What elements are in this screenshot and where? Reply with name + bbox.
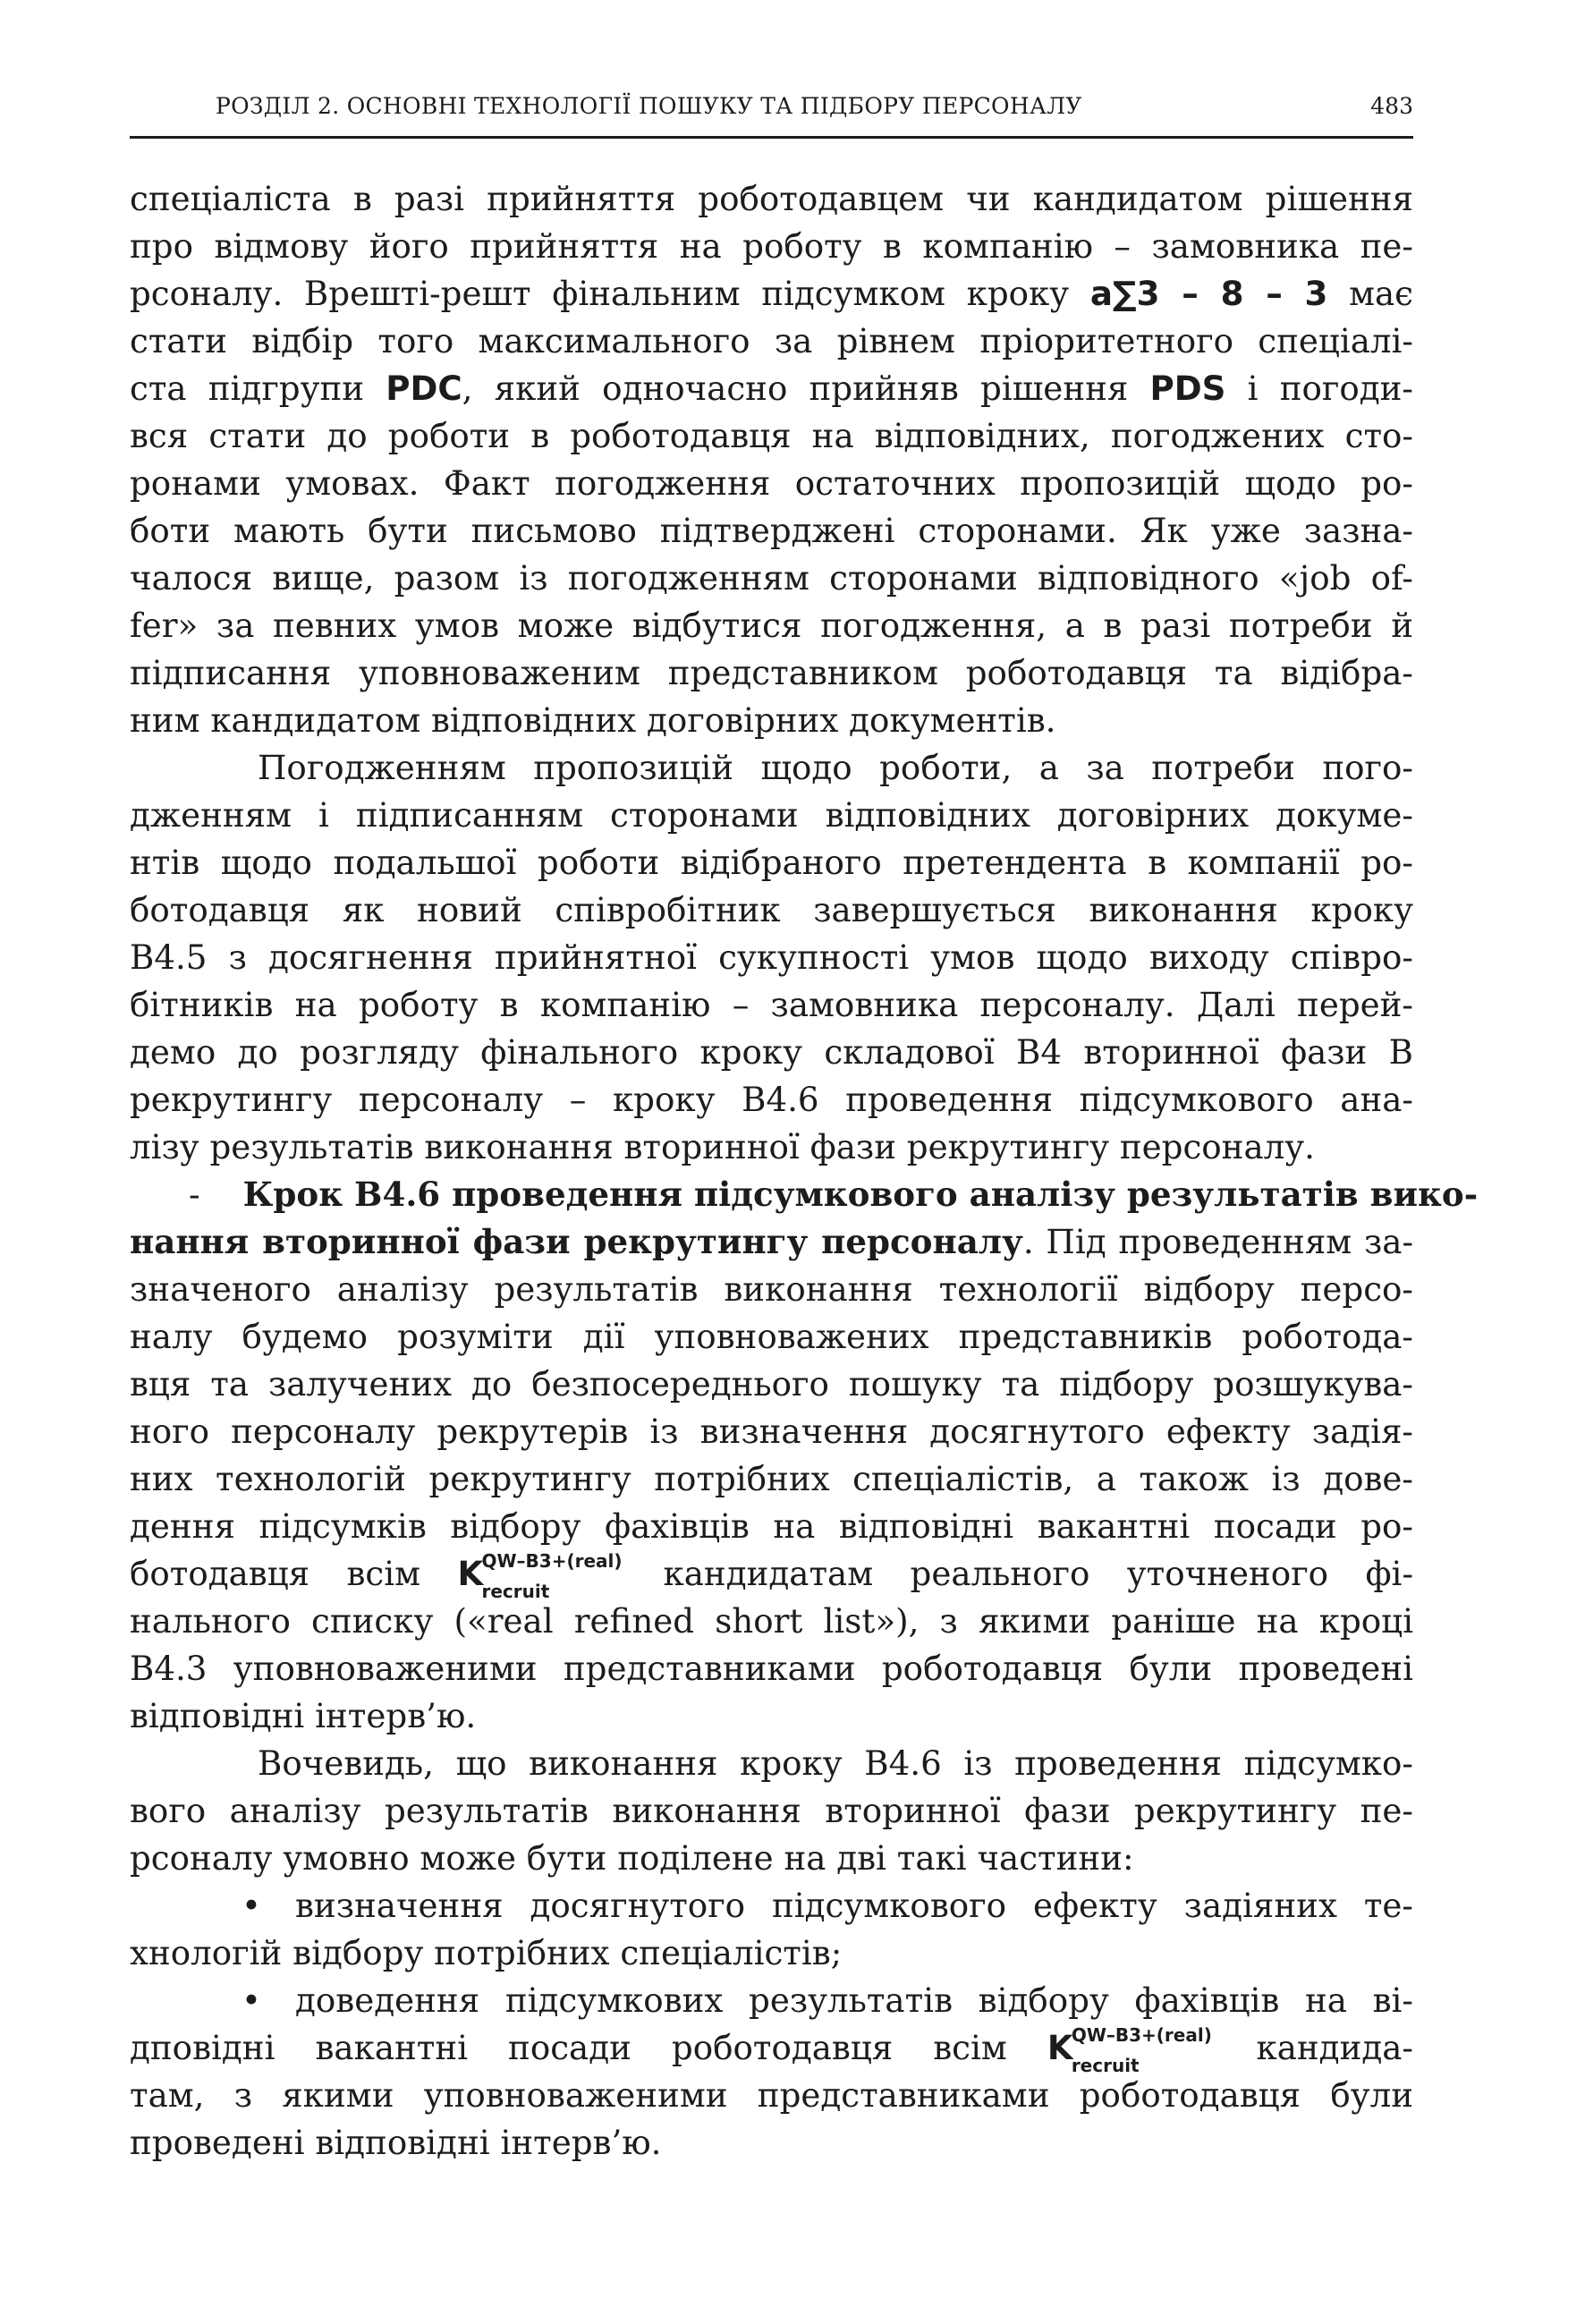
header-rule [130,136,1413,139]
text-run: кандида- [1216,2028,1414,2067]
pds-term: PDS [1149,369,1226,408]
paragraph-line: ботодавця як новий співробітник завершується виконання кроку [130,890,1413,929]
paragraph-line: лізу результатів виконання вторинної фази рекрутингу персоналу. [130,1127,1315,1166]
paragraph-line: ронами умовах. Факт погодження остаточних пропозицій щодо ро- [130,463,1413,503]
pdc-term: PDC [386,369,462,408]
bullet-icon: • [242,1980,261,2020]
formula-k-recruit [1047,2024,1216,2076]
formula-k-subscript: recruit [481,1581,550,1602]
bullet-item-line: хнологій відбору потрібних спеціалістів; [130,1933,843,1972]
paragraph-line: значеного аналізу результатів виконання технології відбору персо- [130,1269,1413,1309]
paragraph-line: бітників на роботу в компанію – замовника персоналу. Далі перей- [130,985,1413,1024]
paragraph-line: демо до розгляду фінального кроку складової В4 вторинної фази В [130,1032,1413,1072]
bullet-item-line [130,2024,1414,2076]
paragraph-line: Погодженням пропозицій щодо роботи, а за потреби пого- [258,748,1413,787]
text-run: ботодавця всім [130,1554,458,1593]
paragraph-line: дення підсумків відбору фахівців на відповідні вакантні посади ро- [130,1506,1413,1546]
paragraph-line: В4.5 з досягнення прийнятної сукупності умов щодо виходу співро- [130,937,1413,977]
formula-k-main: K [1047,2029,1073,2067]
paragraph-line [130,1171,1479,1218]
paragraph-line [130,270,1413,318]
formula-k-main: K [457,1555,484,1593]
formula-k-superscript: QW–B3+(real) [481,1550,623,1572]
text-run: доведення підсумкових результатів відбору фахівців на ві- [295,1980,1413,2020]
paragraph-line: В4.3 уповноваженими представниками роботодавця були проведені [130,1649,1413,1688]
bullet-item-line: проведені відповідні інтерв’ю. [130,2123,662,2162]
paragraph-line: них технологій рекрутингу потрібних спеціалістів, а також із дове- [130,1459,1413,1498]
text-run: . Під проведенням за- [1022,1222,1414,1261]
paragraph-line: вого аналізу результатів виконання вторинної фази рекрутингу пе- [130,1791,1413,1830]
paragraph-line: підписання уповноваженим представником роботодавця та відібра- [130,653,1413,692]
paragraph-line: боти мають бути письмово підтверджені сторонами. Як уже зазна- [130,511,1413,550]
paragraph-line: рсоналу умовно може бути поділене на дві такі частини: [130,1838,1134,1878]
paragraph-line: стати відбір того максимального за рівнем пріоритетного спеціалі- [130,321,1413,360]
paragraph-line: Вочевидь, що виконання кроку В4.6 із проведення підсумко- [258,1743,1413,1783]
page-number: 483 [1370,93,1413,119]
formula-k-superscript: QW–B3+(real) [1071,2024,1212,2046]
paragraph-line: налу будемо розуміти дії уповноважених представників роботода- [130,1317,1413,1356]
paragraph-line: відповідні інтерв’ю. [130,1696,477,1735]
text-run: , який одночасно прийняв рішення [462,369,1150,408]
paragraph-line [130,1550,1414,1602]
paragraph-line: вся стати до роботи в роботодавця на відповідних, погоджених сто- [130,416,1413,455]
paragraph-line: ного персоналу рекрутерів із визначення досягнутого ефекту задія- [130,1412,1413,1451]
header-title: РОЗДІЛ 2. ОСНОВНІ ТЕХНОЛОГІЇ ПОШУКУ ТА ПІДБОРУ ПЕРСОНАЛУ [216,93,1082,119]
paragraph-line [130,1218,1413,1266]
bullet-icon: • [242,1886,261,1925]
body-text [130,175,1479,2167]
paragraph-line: вця та залучених до безпосереднього пошуку та підбору розшукува- [130,1364,1413,1404]
paragraph-line: про відмову його прийняття на роботу в компанію – замовника пе- [130,226,1413,266]
paragraph-line: fer» за певних умов може відбутися погодження, а в разі потреби й [130,606,1413,645]
paragraph-line: чалося вище, разом із погодженням сторонами відповідного «job of- [130,558,1413,598]
formula-k-recruit [457,1550,626,1602]
running-header [130,93,1413,145]
text-run: визначення досягнутого підсумкового ефекту задіяних те- [295,1886,1413,1925]
text-run: дповідні вакантні посади роботодавця всім [130,2028,1047,2067]
text-run: ста підгрупи [130,369,386,408]
list-dash: - [189,1175,200,1214]
text-run: має [1327,274,1413,313]
bullet-item-line: там, з якими уповноваженими представниками роботодавця були [130,2075,1413,2115]
paragraph-line: нтів щодо подальшої роботи відібраного претендента в компанії ро- [130,843,1413,882]
paragraph-line [130,365,1413,412]
formula-k-subscript: recruit [1071,2055,1140,2076]
text-run: кандидатам реального уточненого фі- [626,1554,1414,1593]
paragraph-line: нального списку («real refined short list»), з якими раніше на кроці [130,1601,1413,1641]
text-run: рсоналу. Врешті-решт фінальним підсумком кроку [130,274,1090,313]
paragraph-line: спеціаліста в разі прийняття роботодавцем чи кандидатом рішення [130,179,1413,218]
bullet-item-line [130,1882,1413,1930]
text-run: і погоди- [1225,369,1413,408]
bullet-item-line [130,1977,1413,2024]
paragraph-line: дженням і підписанням сторонами відповідних договірних докуме- [130,795,1413,835]
step-heading: Крок В4.6 проведення підсумкового аналізу результатів вико- [242,1175,1479,1214]
formula-a-sigma: a∑3 – 8 – 3 [1089,274,1328,313]
paragraph-line: ним кандидатом відповідних договірних документів. [130,700,1056,740]
paragraph-line: рекрутингу персоналу – кроку В4.6 проведення підсумкового ана- [130,1080,1413,1119]
step-heading: нання вторинної фази рекрутингу персоналу [130,1222,1023,1261]
